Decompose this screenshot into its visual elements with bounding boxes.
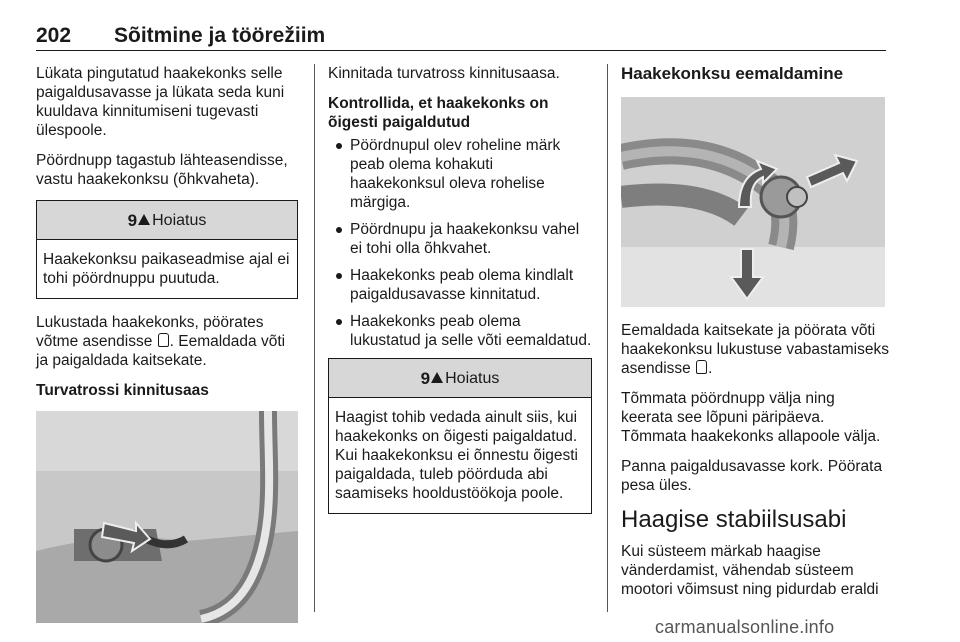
key-unlock-icon [696, 360, 707, 374]
warning-header [37, 201, 297, 240]
list-item [328, 220, 592, 258]
warning-body: Haagist tohib vedada ainult siis, kui haakekonks on õigesti paigaldatud. Kui haakekonksu ei õnnestu õigesti paigaldada, tuleb pöörduda abi saamiseks hooldustöökoja poole. [335, 409, 578, 502]
checklist [328, 136, 592, 350]
subheading: Turvatrossi kinnitusaas [36, 382, 209, 399]
page-number: 202 [36, 24, 72, 47]
paragraph: Panna paigaldusavasse kork. Pöörata pesa üles. [621, 458, 883, 494]
list-item [328, 136, 592, 212]
warning-body: Haakekonksu paikaseadmise ajal ei tohi pöördnuppu puutuda. [43, 251, 290, 287]
warning-number: 9 [127, 210, 138, 230]
watermark: carmanualsonline.info [655, 617, 835, 637]
paragraph-text: . [708, 360, 713, 377]
paragraph: Tõmmata pöördnupp välja ning keerata see lõpuni päripäeva. Tõmmata haakekonks allapoole välja. [621, 390, 881, 445]
paragraph-text: Lukustada haakekonks, pöörates võtme asendisse [36, 314, 264, 350]
warning-title: Hoiatus [445, 369, 500, 387]
paragraph: Lükata pingutatud haakekonks selle paigaldusavasse ja lükata seda kuni kuuldava kinnitumiseni tugevasti ülespoole. [36, 65, 285, 139]
bullet-icon [336, 319, 342, 325]
paragraph-text: . Eemaldada võti ja paigaldada kaitsekate. [36, 333, 286, 369]
photo-tow-hook-removal [621, 97, 885, 307]
list-item-text: Pöördnupu ja haakekonksu vahel ei tohi olla õhkvahet. [350, 221, 580, 257]
paragraph: Pöördnupp tagastub lähteasendisse, vastu haakekonksu (õhkvaheta). [36, 152, 288, 188]
subheading: Kontrollida, et haakekonks on õigesti paigaldutud [328, 95, 549, 131]
bullet-icon [336, 227, 342, 233]
paragraph: Kui süsteem märkab haagise vänderdamist, vähendab süsteem mootori võimsust ning pidurdab eraldi [621, 543, 879, 598]
list-item-text: Pöördnupul olev roheline märk peab olema kohakuti haakekonksul oleva rohelise märgiga. [350, 137, 561, 211]
section-heading: Haagise stabiilsusabi [621, 506, 847, 533]
list-item [328, 266, 592, 304]
bullet-icon [336, 273, 342, 279]
warning-triangle-icon [138, 214, 150, 225]
list-item-text: Haakekonks peab olema lukustatud ja selle võti eemaldatud. [350, 313, 592, 349]
warning-box [36, 200, 298, 299]
bullet-icon [336, 143, 342, 149]
paragraph: Kinnitada turvatross kinnitusaasa. [328, 65, 560, 82]
warning-number: 9 [420, 368, 431, 388]
column-1 [36, 64, 298, 623]
column-2 [328, 64, 592, 528]
key-lock-icon [158, 333, 169, 347]
list-item-text: Haakekonks peab olema kindlalt paigaldusavasse kinnitatud. [350, 267, 574, 303]
photo-safety-cable-eye [36, 411, 298, 623]
page-header [36, 24, 886, 51]
subheading: Haakekonksu eemaldamine [621, 64, 844, 83]
warning-header [329, 359, 591, 398]
list-item [328, 312, 592, 350]
paragraph [36, 313, 298, 370]
paragraph [621, 321, 889, 378]
illustration [621, 97, 885, 307]
warning-triangle-icon [431, 372, 443, 383]
page-title: Sõitmine ja töörežiim [114, 24, 326, 47]
illustration [36, 411, 298, 623]
column-3 [621, 64, 889, 610]
paragraph-text: Eemaldada kaitsekate ja pöörata võti haakekonksu lukustuse vabastamiseks asendisse [621, 322, 889, 377]
column-divider [607, 64, 608, 612]
warning-box [328, 358, 592, 514]
column-divider [314, 64, 315, 612]
warning-title: Hoiatus [152, 211, 207, 229]
